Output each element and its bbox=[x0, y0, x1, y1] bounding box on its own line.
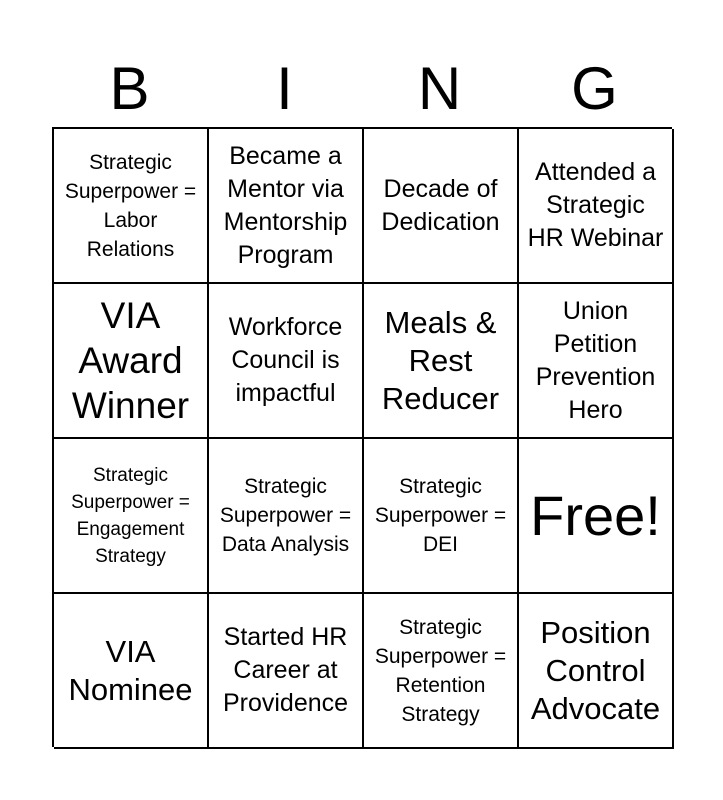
cell-text: Strategic Superpower = Retention Strategy bbox=[374, 615, 507, 726]
cell-text: VIA Nominee bbox=[68, 633, 193, 707]
bingo-header bbox=[52, 50, 672, 128]
cell-text: Started HR Career at Providence bbox=[222, 623, 349, 717]
header-letter-g: G bbox=[571, 55, 618, 122]
cell-text: VIA Award Winner bbox=[71, 295, 190, 426]
bingo-cell-6[interactable] bbox=[209, 284, 364, 439]
cell-text: Meals & Rest Reducer bbox=[381, 304, 500, 416]
cell-text: Workforce Council is impactful bbox=[228, 313, 343, 407]
bingo-cell-8[interactable] bbox=[519, 284, 674, 439]
bingo-cell-4[interactable] bbox=[519, 129, 674, 284]
bingo-cell-7[interactable] bbox=[364, 284, 519, 439]
bingo-cell-5[interactable] bbox=[54, 284, 209, 439]
free-space-text: Free! bbox=[530, 483, 661, 547]
bingo-cell-free[interactable] bbox=[519, 439, 674, 594]
bingo-cell-10[interactable] bbox=[209, 439, 364, 594]
header-letter-b: B bbox=[109, 55, 150, 122]
cell-text: Strategic Superpower = Data Analysis bbox=[219, 475, 352, 556]
bingo-cell-14[interactable] bbox=[209, 594, 364, 749]
bingo-cell-3[interactable] bbox=[364, 129, 519, 284]
cell-text: Decade of Dedication bbox=[381, 174, 500, 236]
header-letter-n: N bbox=[417, 55, 462, 122]
bingo-cell-11[interactable] bbox=[364, 439, 519, 594]
cell-text: Position Control Advocate bbox=[530, 614, 661, 726]
cell-text: Strategic Superpower = DEI bbox=[374, 475, 507, 556]
cell-text: Strategic Superpower = Engagement Strategy bbox=[71, 464, 190, 567]
bingo-cell-15[interactable] bbox=[364, 594, 519, 749]
cell-text: Became a Mentor via Mentorship Program bbox=[223, 141, 348, 269]
bingo-cell-2[interactable] bbox=[209, 129, 364, 284]
bingo-cell-16[interactable] bbox=[519, 594, 674, 749]
bingo-grid bbox=[52, 127, 672, 747]
header-letter-i: I bbox=[276, 55, 293, 122]
cell-text: Strategic Superpower = Labor Relations bbox=[64, 150, 197, 261]
cell-text: Attended a Strategic HR Webinar bbox=[527, 158, 664, 252]
bingo-cell-13[interactable] bbox=[54, 594, 209, 749]
bingo-cell-9[interactable] bbox=[54, 439, 209, 594]
bingo-cell-1[interactable] bbox=[54, 129, 209, 284]
cell-text: Union Petition Prevention Hero bbox=[535, 296, 656, 424]
